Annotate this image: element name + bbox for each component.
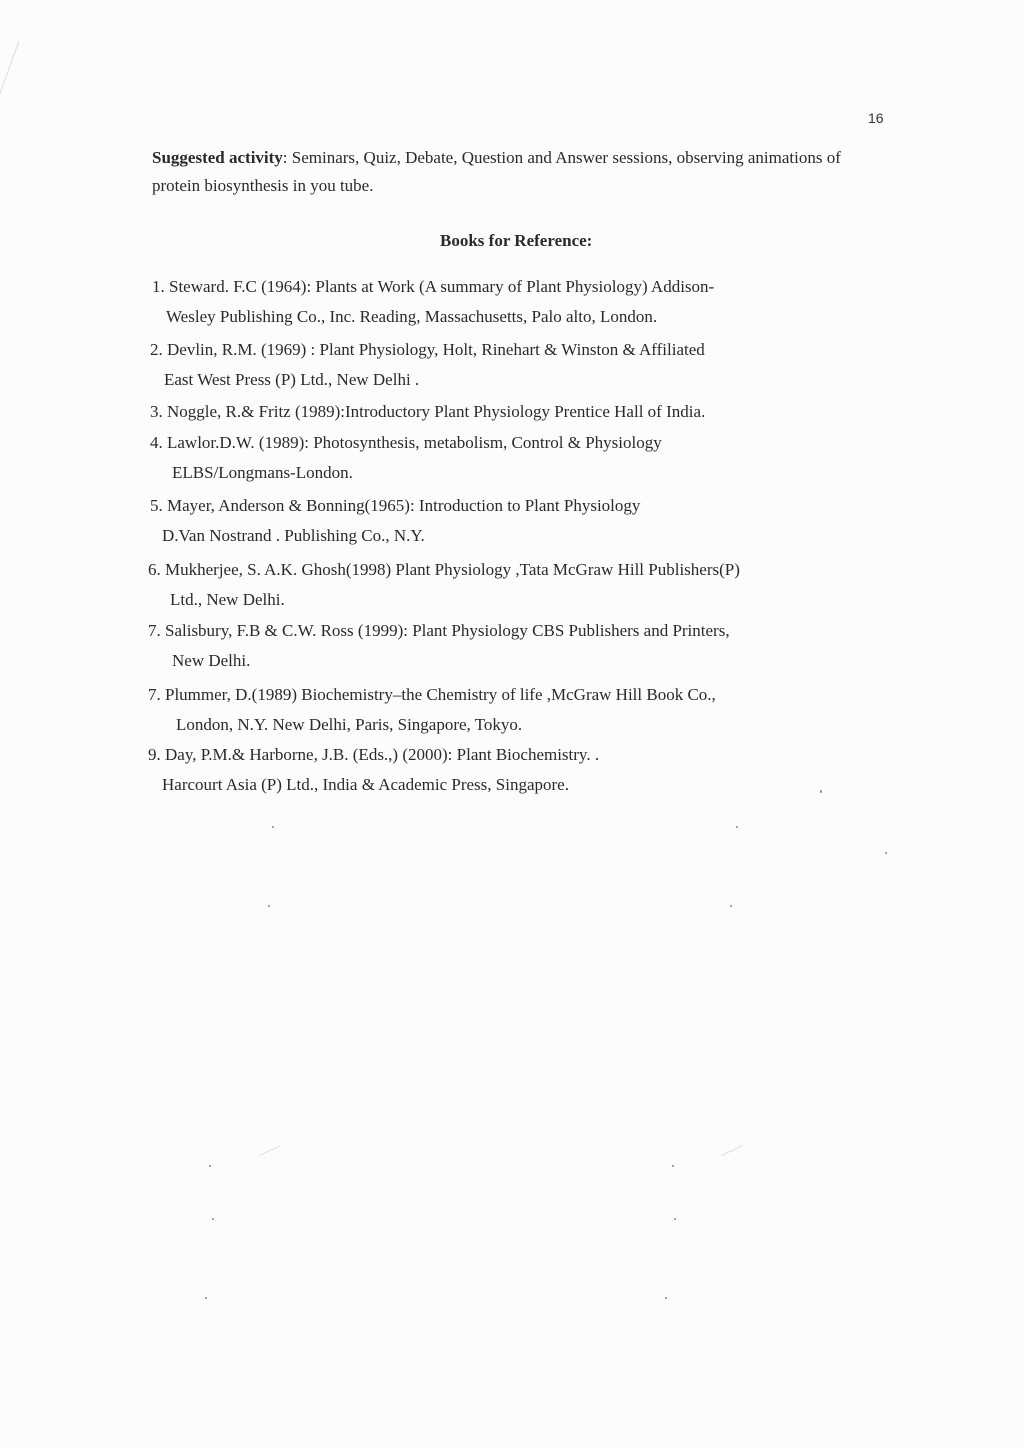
scan-speck <box>268 905 270 907</box>
reference-3-line1: 3. Noggle, R.& Fritz (1989):Introductory Plant Physiology Prentice Hall of India. <box>150 402 706 421</box>
reference-7 <box>148 616 730 676</box>
scan-speck <box>205 1297 207 1299</box>
reference-3 <box>150 397 705 427</box>
reference-4-line2: ELBS/Longmans-London. <box>172 463 353 482</box>
reference-8-line2: London, N.Y. New Delhi, Paris, Singapore, Tokyo. <box>176 715 523 734</box>
reference-5-line1: 5. Mayer, Anderson & Bonning(1965): Introduction to Plant Physiology <box>150 496 641 515</box>
scan-speck <box>672 1165 674 1167</box>
suggested-activity <box>152 144 892 200</box>
reference-1-line1: 1. Steward. F.C (1964): Plants at Work (A summary of Plant Physiology) Addison- <box>152 277 715 296</box>
books-heading: Books for Reference: <box>440 231 593 250</box>
reference-5 <box>150 491 640 551</box>
scan-speck <box>665 1297 667 1299</box>
reference-1 <box>152 272 714 332</box>
reference-2-line1: 2. Devlin, R.M. (1969) : Plant Physiology, Holt, Rinehart & Winston & Affiliated <box>150 340 705 359</box>
reference-8 <box>148 680 716 740</box>
scan-speck <box>272 826 274 828</box>
suggested-activity-text: : Seminars, Quiz, Debate, Question and Answer sessions, observing animations of protein biosynthesis in you tube. <box>152 148 841 195</box>
scan-mark <box>0 42 19 99</box>
reference-1-line2: Wesley Publishing Co., Inc. Reading, Massachusetts, Palo alto, London. <box>166 307 658 326</box>
reference-2 <box>150 335 705 395</box>
reference-9-line1: 9. Day, P.M.& Harborne, J.B. (Eds.,) (2000): Plant Biochemistry. . <box>148 745 600 764</box>
suggested-activity-label: Suggested activity <box>152 148 283 167</box>
scan-speck <box>820 790 822 793</box>
reference-2-line2: East West Press (P) Ltd., New Delhi . <box>164 370 420 389</box>
reference-4 <box>150 428 662 488</box>
scan-speck <box>212 1218 214 1220</box>
scan-speck <box>736 826 738 828</box>
reference-6-line1: 6. Mukherjee, S. A.K. Ghosh(1998) Plant Physiology ,Tata McGraw Hill Publishers(P) <box>148 560 740 579</box>
page-number: 16 <box>868 110 884 126</box>
reference-7-line2: New Delhi. <box>172 651 251 670</box>
reference-8-line1: 7. Plummer, D.(1989) Biochemistry–the Chemistry of life ,McGraw Hill Book Co., <box>148 685 716 704</box>
scan-mark <box>259 1145 281 1156</box>
reference-4-line1: 4. Lawlor.D.W. (1989): Photosynthesis, metabolism, Control & Physiology <box>150 433 662 452</box>
scan-speck <box>885 852 887 854</box>
scan-mark <box>721 1145 743 1156</box>
scan-speck <box>674 1218 676 1220</box>
reference-9 <box>148 740 599 800</box>
reference-6-line2: Ltd., New Delhi. <box>170 590 285 609</box>
reference-6 <box>148 555 740 615</box>
reference-7-line1: 7. Salisbury, F.B & C.W. Ross (1999): Plant Physiology CBS Publishers and Printers, <box>148 621 730 640</box>
reference-9-line2: Harcourt Asia (P) Ltd., India & Academic Press, Singapore. <box>162 775 569 794</box>
reference-5-line2: D.Van Nostrand . Publishing Co., N.Y. <box>162 526 425 545</box>
scan-speck <box>209 1165 211 1167</box>
scan-speck <box>730 905 732 907</box>
